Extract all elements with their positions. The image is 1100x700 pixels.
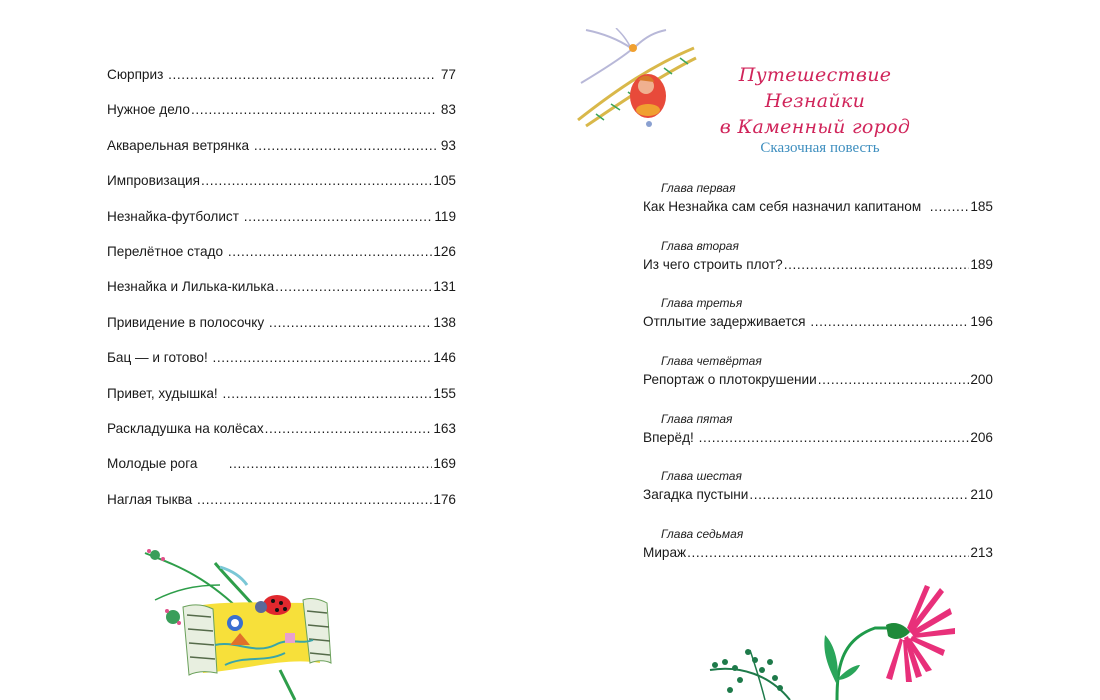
chapter-label: Глава четвёртая <box>661 354 762 369</box>
flying-machine-illustration <box>576 28 698 132</box>
page-number: 200 <box>970 372 993 388</box>
dot-leader <box>201 172 432 190</box>
toc-entry[interactable] <box>107 455 456 490</box>
toc-entry[interactable] <box>107 491 456 526</box>
chapter-entry[interactable] <box>643 296 993 354</box>
page-number: 163 <box>433 420 456 436</box>
page-number: 119 <box>434 208 456 224</box>
chapter-entry[interactable] <box>643 412 993 470</box>
dot-leader <box>810 313 969 331</box>
page-number: 126 <box>433 243 456 259</box>
dot-leader <box>213 349 433 367</box>
toc-entry[interactable] <box>107 101 456 136</box>
page-number: 185 <box>970 199 993 214</box>
entry-title: Нужное дело <box>107 102 190 118</box>
entry-title: Бац — и готово! <box>107 350 208 366</box>
dot-leader <box>228 243 432 261</box>
toc-entry[interactable] <box>107 172 456 207</box>
chapter-title: Из чего строить плот? <box>643 256 783 272</box>
dot-leader <box>818 371 970 389</box>
page-number: 93 <box>440 137 456 153</box>
entry-title: Привет, худышка! <box>107 385 218 401</box>
chapter-label: Глава третья <box>661 296 743 311</box>
chapter-title: Мираж <box>643 545 687 561</box>
dot-leader <box>687 544 969 562</box>
page-number: 146 <box>433 350 456 366</box>
dot-leader <box>168 66 436 84</box>
page-number: 210 <box>970 487 993 503</box>
toc-entry[interactable] <box>107 66 456 101</box>
book-title <box>710 62 920 140</box>
entry-title: Незнайка-футболист <box>107 208 239 224</box>
page-number: 176 <box>433 491 456 507</box>
page-number: 213 <box>970 545 993 561</box>
entry-title: Наглая тыква <box>107 491 193 507</box>
chapter-label: Глава пятая <box>661 411 733 426</box>
toc-entry[interactable] <box>107 349 456 384</box>
toc-entry[interactable] <box>107 243 456 278</box>
chapter-title: Как Незнайка сам себя назначил капитаном <box>643 199 922 214</box>
right-page <box>550 0 1100 700</box>
entry-title: Акварельная ветрянка <box>107 137 250 153</box>
page-number: 206 <box>970 429 993 445</box>
chapter-entry[interactable] <box>643 354 993 412</box>
entry-title: Перелётное стадо <box>107 243 224 259</box>
chapter-title: Репортаж о плотокрушении <box>643 372 817 388</box>
chapter-label: Глава седьмая <box>661 527 744 542</box>
page-number: 155 <box>433 385 456 401</box>
dot-leader <box>265 420 433 438</box>
toc-entry[interactable] <box>107 137 456 172</box>
chapter-entry[interactable] <box>643 181 993 239</box>
dot-leader <box>254 137 436 155</box>
chapter-title: Отплытие задерживается <box>643 314 806 330</box>
chapter-title: Вперёд! <box>643 429 694 445</box>
entry-title: Раскладушка на колёсах <box>107 420 264 436</box>
pink-flower-illustration <box>700 570 960 700</box>
dot-leader <box>784 256 970 274</box>
dot-leader <box>275 278 432 296</box>
entry-title: Сюрприз <box>107 67 164 82</box>
book-title-line2: в Каменный город <box>719 116 911 138</box>
chapter-label: Глава вторая <box>661 238 739 253</box>
dot-leader <box>930 198 970 216</box>
toc-entry[interactable] <box>107 278 456 313</box>
toc-entry[interactable] <box>107 208 456 243</box>
entry-title: Привидение в полосочку <box>107 314 265 330</box>
chapter-label: Глава шестая <box>661 469 742 484</box>
toc-list-right <box>643 181 993 585</box>
page-number: 138 <box>433 314 456 330</box>
chapter-entry[interactable] <box>643 239 993 297</box>
entry-title: Незнайка и Лилька-килька <box>107 279 275 295</box>
page-number: 189 <box>970 256 993 272</box>
dot-leader <box>269 314 432 332</box>
chapter-entry[interactable] <box>643 469 993 527</box>
entry-title: Молодые рога <box>107 456 198 472</box>
chapter-title: Загадка пустыни <box>643 487 749 503</box>
book-title-line1: Путешествие Незнайки <box>738 64 892 112</box>
page-number: 131 <box>433 279 456 295</box>
chapter-label: Глава первая <box>661 181 736 195</box>
entry-title: Импровизация <box>107 173 200 189</box>
dot-leader <box>229 455 433 473</box>
page-number: 77 <box>440 67 456 82</box>
page-number: 83 <box>440 102 456 118</box>
dot-leader <box>191 101 436 119</box>
map-scroll-illustration <box>135 545 335 700</box>
toc-list-left <box>107 66 456 526</box>
page-number: 105 <box>433 173 456 189</box>
dot-leader <box>244 208 434 226</box>
book-subtitle: Сказочная повесть <box>760 140 880 156</box>
dot-leader <box>197 491 432 509</box>
dot-leader <box>749 486 969 504</box>
toc-entry[interactable] <box>107 420 456 455</box>
toc-entry[interactable] <box>107 385 456 420</box>
toc-entry[interactable] <box>107 314 456 349</box>
dot-leader <box>699 429 970 447</box>
page-number: 169 <box>433 456 456 472</box>
page-number: 196 <box>970 314 993 330</box>
dot-leader <box>223 385 433 403</box>
